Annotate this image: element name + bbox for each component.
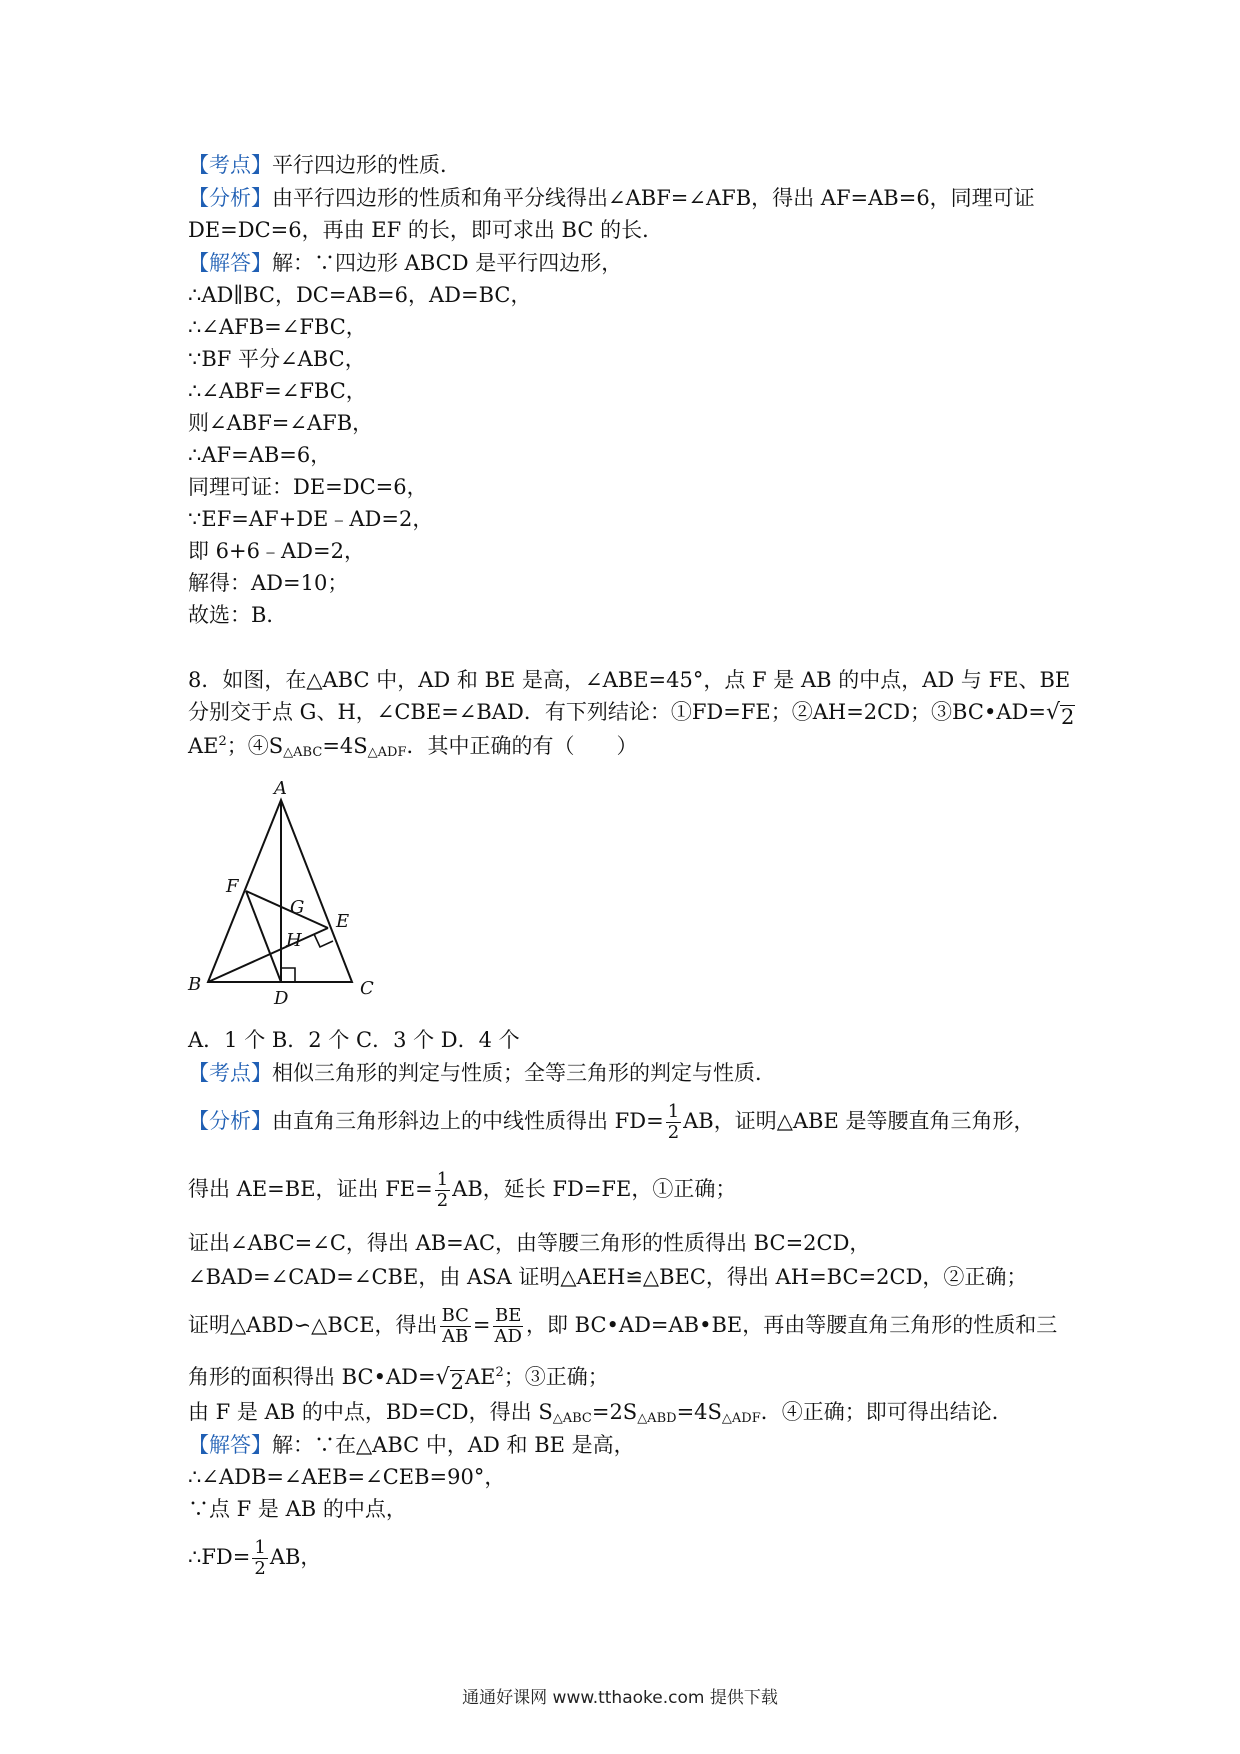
frac-num: 1 bbox=[667, 1101, 680, 1122]
fenxi-tag: 【分析】 bbox=[188, 1109, 272, 1133]
solution-step: ∴∠AFB=∠FBC， bbox=[188, 315, 367, 339]
jieda-line-1 bbox=[188, 248, 1058, 278]
frac-num: BC bbox=[441, 1305, 469, 1326]
sqrt-radicand: 2 bbox=[450, 1370, 464, 1394]
frac-den: 2 bbox=[667, 1122, 680, 1143]
superscript: 2 bbox=[495, 1365, 504, 1380]
fraction-be-ad bbox=[493, 1306, 524, 1347]
fenxi-line-2 bbox=[188, 1102, 1058, 1143]
solution-step: ∴∠ABF=∠FBC， bbox=[188, 379, 367, 403]
right-angle-e bbox=[314, 934, 333, 947]
solution-step: ∴AF=AB=6， bbox=[188, 443, 332, 467]
fenxi-text: 由直角三角形斜边上的中线性质得出 FD= bbox=[272, 1109, 664, 1133]
kaodian-text: 相似三角形的判定与性质；全等三角形的判定与性质． bbox=[272, 1061, 776, 1085]
q8-sub: △ADF bbox=[367, 745, 407, 760]
fenxi-text-2: DE=DC=6，再由 EF 的长，即可求出 BC 的长． bbox=[188, 218, 664, 242]
sqrt-expression: √ 2 bbox=[1045, 700, 1075, 729]
frac-den: 2 bbox=[436, 1190, 449, 1211]
frac-num: 1 bbox=[254, 1537, 266, 1558]
q8-text: ．其中正确的有（ ） bbox=[406, 734, 638, 758]
sqrt-expression: √ 2 bbox=[435, 1365, 464, 1394]
label-a: A bbox=[274, 778, 287, 799]
solution-step: ∴AD∥BC，DC=AB=6，AD=BC， bbox=[188, 283, 532, 307]
fenxi-line-8 bbox=[188, 1397, 1058, 1427]
jieda-tag: 【解答】 bbox=[188, 251, 272, 275]
label-b: B bbox=[188, 974, 202, 995]
fenxi-line-3 bbox=[188, 1170, 1058, 1211]
triangle-figure bbox=[186, 778, 386, 1006]
fenxi-line-5: ∠BAD=∠CAD=∠CBE，由 ASA 证明△AEH≌△BEC，得出 AH=BC=2CD，②正确； bbox=[188, 1265, 1028, 1289]
right-angle-d bbox=[281, 968, 295, 982]
fraction-half bbox=[666, 1102, 681, 1143]
label-e: E bbox=[336, 911, 350, 932]
frac-den: AD bbox=[494, 1326, 522, 1347]
solution-step-fraction bbox=[188, 1538, 1058, 1579]
q8-sup: 2 bbox=[218, 734, 227, 749]
fenxi-text: ．④正确；即可得出结论． bbox=[760, 1400, 1013, 1424]
fenxi-text-1: 由平行四边形的性质和角平分线得出∠ABF=∠AFB，得出 AF=AB=6，同理可证 bbox=[272, 186, 1035, 210]
jieda-line-2 bbox=[188, 1430, 1058, 1460]
fraction-half bbox=[435, 1170, 450, 1211]
sqrt-radicand: 2 bbox=[1060, 705, 1075, 729]
fenxi-text: AB，延长 FD=FE，①正确； bbox=[452, 1177, 737, 1201]
fenxi-text: AE bbox=[464, 1365, 496, 1389]
jieda-text: 解：∵在△ABC 中，AD 和 BE 是高， bbox=[272, 1433, 635, 1457]
label-d: D bbox=[274, 988, 289, 1006]
frac-den: AB bbox=[442, 1326, 469, 1347]
subscript: △ADF bbox=[721, 1411, 761, 1426]
equals-sign: = bbox=[472, 1313, 491, 1337]
fraction-bc-ab bbox=[440, 1306, 471, 1347]
q8-text: AE bbox=[188, 734, 219, 758]
subscript: △ABD bbox=[637, 1411, 677, 1426]
jieda-tag: 【解答】 bbox=[188, 1433, 272, 1457]
jieda-text-1: 解：∵四边形 ABCD 是平行四边形， bbox=[272, 251, 623, 275]
kaodian-line-1 bbox=[188, 150, 1058, 180]
fenxi-text: 证明△ABD∽△BCE，得出 bbox=[188, 1313, 438, 1337]
fenxi-text: =4S bbox=[676, 1400, 722, 1424]
question-8-line-2 bbox=[188, 697, 1075, 729]
kaodian-tag: 【考点】 bbox=[188, 153, 272, 177]
solution-step: 故选：B． bbox=[188, 603, 288, 627]
q8-text: =4S bbox=[322, 734, 368, 758]
fenxi-text: 角形的面积得出 BC•AD= bbox=[188, 1365, 436, 1389]
solution-step: 即 6+6﹣AD=2， bbox=[188, 539, 365, 563]
q8-sub: △ABC bbox=[283, 745, 323, 760]
label-g: G bbox=[290, 897, 305, 918]
triangle-diagram bbox=[186, 778, 386, 1006]
fenxi-text: ，即 BC•AD=AB•BE，再由等腰直角三角形的性质和三 bbox=[525, 1313, 1058, 1337]
solution-step: 则∠ABF=∠AFB， bbox=[188, 411, 374, 435]
frac-den: 2 bbox=[254, 1558, 266, 1579]
fenxi-tag: 【分析】 bbox=[188, 186, 272, 210]
fenxi-line-7 bbox=[188, 1362, 1058, 1393]
label-f: F bbox=[226, 876, 239, 897]
frac-num: BE bbox=[495, 1305, 522, 1326]
solution-step: ∵BF 平分∠ABC， bbox=[188, 347, 366, 371]
frac-num: 1 bbox=[436, 1169, 449, 1190]
kaodian-text: 平行四边形的性质． bbox=[272, 153, 461, 177]
solution-step: 解得：AD=10； bbox=[188, 571, 349, 595]
jieda-text: AB， bbox=[269, 1545, 322, 1569]
page-footer: 通通好课网 www.tthaoke.com 提供下载 bbox=[462, 1688, 778, 1708]
subscript: △ABC bbox=[552, 1411, 592, 1426]
solution-step: 同理可证：DE=DC=6， bbox=[188, 475, 428, 499]
fenxi-line-6 bbox=[188, 1306, 1058, 1347]
fenxi-line-4: 证出∠ABC=∠C，得出 AB=AC，由等腰三角形的性质得出 BC=2CD， bbox=[188, 1231, 871, 1255]
question-8-line-3 bbox=[188, 731, 1058, 761]
kaodian-line-2 bbox=[188, 1058, 1058, 1088]
solution-step: ∵点 F 是 AB 的中点， bbox=[188, 1497, 407, 1521]
kaodian-tag: 【考点】 bbox=[188, 1061, 272, 1085]
fenxi-text: =2S bbox=[591, 1400, 638, 1424]
fenxi-text: AB，证明△ABE 是等腰直角三角形， bbox=[683, 1109, 1035, 1133]
question-8-line-1: 8．如图，在△ABC 中，AD 和 BE 是高，∠ABE=45°，点 F 是 AB 的中点，AD 与 FE、BE bbox=[188, 668, 1071, 692]
label-h: H bbox=[286, 930, 302, 951]
label-c: C bbox=[360, 978, 374, 999]
jieda-text: ∴FD= bbox=[188, 1545, 251, 1569]
fenxi-line-1 bbox=[188, 183, 1058, 213]
answer-options: A．1 个 B．2 个 C．3 个 D．4 个 bbox=[188, 1028, 520, 1052]
fenxi-text: 得出 AE=BE，证出 FE= bbox=[188, 1177, 433, 1201]
fraction-half bbox=[252, 1538, 267, 1579]
q8-text: ；④S bbox=[226, 734, 284, 758]
fenxi-text: ；③正确； bbox=[503, 1365, 609, 1389]
question-8-text-2: 分别交于点 G、H，∠CBE=∠BAD．有下列结论：①FD=FE；②AH=2CD；③BC•AD= bbox=[188, 700, 1046, 724]
solution-step: ∴∠ADB=∠AEB=∠CEB=90°， bbox=[188, 1465, 506, 1489]
fenxi-text: 由 F 是 AB 的中点，BD=CD，得出 S bbox=[188, 1400, 553, 1424]
solution-step: ∵EF=AF+DE﹣AD=2， bbox=[188, 507, 434, 531]
